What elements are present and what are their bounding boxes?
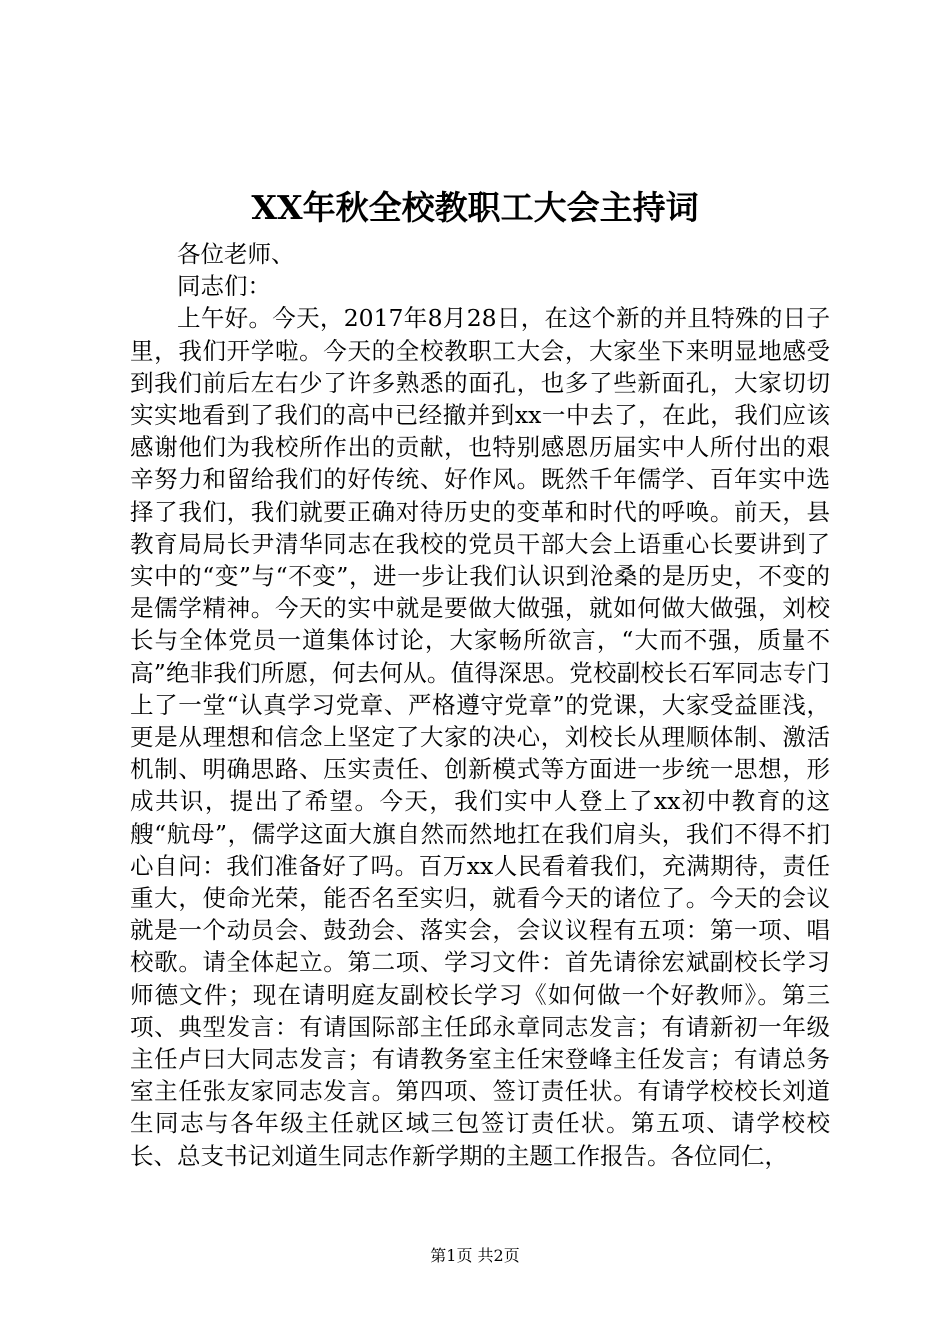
body-paragraph: 上午好。今天，2017年8月28日，在这个新的并且特殊的日子里，我们开学啦。今天的全校教职工大会，大家坐下来明显地感受到我们前后左右少了许多熟悉的面孔，也多了些新面孔，大家切切实实地看到了我们的高中已经撤并到xx一中去了，在此，我们应该感谢他们为我校所作出的贡献，也特别感恩历届实中人所付出的艰辛努力和留给我们的好传统、好作风。既然千年儒学、百年实中选择了我们，我们就要正确对待历史的变革和时代的呼唤。前天，县教育局局长尹清华同志在我校的党员干部大会上语重心长要讲到了实中的“变”与“不变”，进一步让我们认识到沧桑的是历史，不变的是儒学精神。今天的实中就是要做大做强，就如何做大做强，刘校长与全体党员一道集体讨论，大家畅所欲言，“大而不强，质量不高”绝非我们所愿，何去何从。值得深思。党校副校长石军同志专门上了一堂“认真学习党章、严格遵守党章”的党课，大家受益匪浅，更是从理想和信念上坚定了大家的决心，刘校长从理顺体制、激活机制、明确思路、压实责任、创新模式等方面进一步统一思想，形成共识，提出了希望。今天，我们实中人登上了xx初中教育的这艘“航母”，儒学这面大旗自然而然地扛在我们肩头，我们不得不扪心自问：我们准备好了吗。百万xx人民看着我们，充满期待，责任重大，使命光荣，能否名至实归，就看今天的诸位了。今天的会议就是一个动员会、鼓劲会、落实会，会议议程有五项：第一项、唱校歌。请全体起立。第二项、学习文件：首先请徐宏斌副校长学习师德文件；现在请明庭友副校长学习《如何做一个好教师》。第三项、典型发言：有请国际部主任邱永章同志发言；有请新初一年级主任卢曰大同志发言；有请教务室主任宋登峰主任发言；有请总务室主任张友家同志发言。第四项、签订责任状。有请学校校长刘道生同志与各年级主任就区域三包签订责任状。第五项、请学校校长、总支书记刘道生同志作新学期的主题工作报告。各位同仁， xyxy=(130,304,830,1170)
page-footer: 第1页 共2页 xyxy=(430,1246,520,1265)
salutation-line-1: 各位老师、 xyxy=(177,240,295,268)
document-body xyxy=(130,238,830,1172)
salutation-line-2: 同志们： xyxy=(177,272,271,301)
document-title: XX年秋全校教职工大会主持词 xyxy=(251,188,699,227)
